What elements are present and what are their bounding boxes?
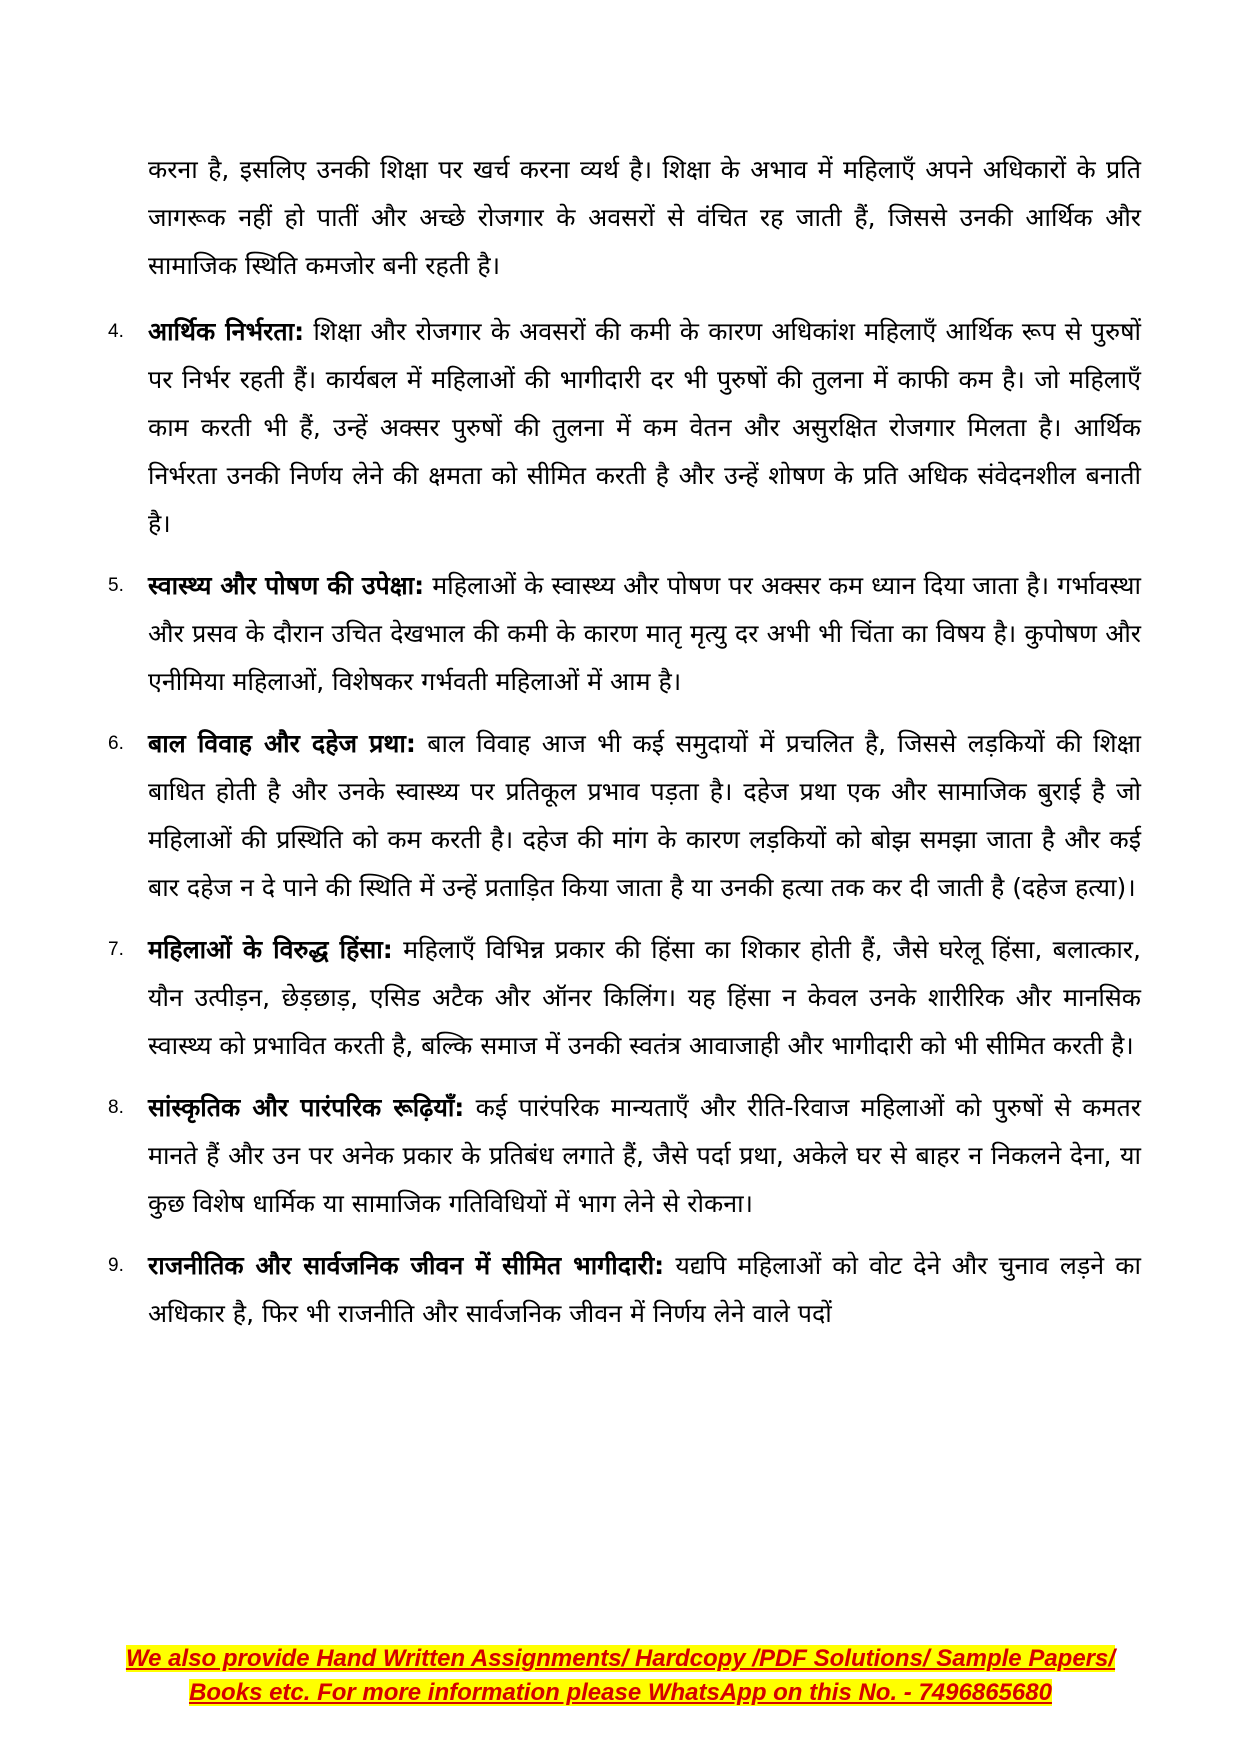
item-text: महिलाओं के स्वास्थ्य और पोषण पर अक्सर कम ध्यान दिया जाता है। गर्भावस्था और प्रसव के दौरान उचित देखभाल की कमी के कारण मातृ मृत्यु दर अभी भी चिंता का विषय है। कुपोषण और एनीमिया महिलाओं, विशेषकर गर्भवती महिलाओं में आम है।: [148, 571, 1141, 696]
item-text: कई पारंपरिक मान्यताएँ और रीति-रिवाज महिलाओं को पुरुषों से कमतर मानते हैं और उन पर अनेक प्रकार के प्रतिबंध लगाते हैं, जैसे पर्दा प्रथा, अकेले घर से बाहर न निकलने देना, या कुछ विशेष धार्मिक या सामाजिक गतिविधियों में भाग लेने से रोकना।: [148, 1093, 1141, 1218]
list-item: [108, 1242, 1141, 1338]
item-text: शिक्षा और रोजगार के अवसरों की कमी के कारण अधिकांश महिलाएँ आर्थिक रूप से पुरुषों पर निर्भर रहती हैं। कार्यबल में महिलाओं की भागीदारी दर भी पुरुषों की तुलना में काफी कम है। जो महिलाएँ काम करती भी हैं, उन्हें अक्सर पुरुषों की तुलना में कम वेतन और असुरक्षित रोजगार मिलता है। आर्थिक निर्भरता उनकी निर्णय लेने की क्षमता को सीमित करती है और उन्हें शोषण के प्रति अधिक संवेदनशील बनाती है।: [148, 317, 1141, 538]
item-text: महिलाएँ विभिन्न प्रकार की हिंसा का शिकार होती हैं, जैसे घरेलू हिंसा, बलात्कार, यौन उत्पीड़न, छेड़छाड़, एसिड अटैक और ऑनर किलिंग। यह हिंसा न केवल उनके शारीरिक और मानसिक स्वास्थ्य को प्रभावित करती है, बल्कि समाज में उनकी स्वतंत्र आवाजाही और भागीदारी को भी सीमित करती है।: [148, 935, 1141, 1060]
list-item: [108, 926, 1141, 1070]
list-item: [108, 1084, 1141, 1228]
item-number: 8.: [108, 1097, 124, 1118]
item-title: आर्थिक निर्भरता:: [148, 317, 305, 346]
list-item: [108, 562, 1141, 706]
footer-line-2: Books etc. For more information please WhatsApp on this No. - 7496865680: [189, 1679, 1052, 1706]
item-title: स्वास्थ्य और पोषण की उपेक्षा:: [148, 571, 425, 600]
footer-notice: [60, 1642, 1181, 1710]
item-number: 7.: [108, 939, 124, 960]
list-item: [108, 308, 1141, 548]
footer-line-1: We also provide Hand Written Assignments/ Hardcopy /PDF Solutions/ Sample Papers/: [125, 1645, 1116, 1672]
item-text: बाल विवाह आज भी कई समुदायों में प्रचलित है, जिससे लड़कियों की शिक्षा बाधित होती है और उनके स्वास्थ्य पर प्रतिकूल प्रभाव पड़ता है। दहेज प्रथा एक और सामाजिक बुराई है जो महिलाओं की प्रस्थिति को कम करती है। दहेज की मांग के कारण लड़कियों को बोझ समझा जाता है और कई बार दहेज न दे पाने की स्थिति में उन्हें प्रताड़ित किया जाता है या उनकी हत्या तक कर दी जाती है (दहेज हत्या)।: [148, 729, 1141, 902]
item-number: 5.: [108, 575, 124, 596]
item-number: 9.: [108, 1255, 124, 1276]
list-item: [108, 720, 1141, 912]
item-title: सांस्कृतिक और पारंपरिक रूढ़ियाँ:: [148, 1093, 465, 1122]
item-number: 6.: [108, 733, 124, 754]
numbered-list: [0, 308, 1241, 1352]
item-number: 4.: [108, 321, 124, 342]
item-title: महिलाओं के विरुद्ध हिंसा:: [148, 935, 393, 964]
item-text: यद्यपि महिलाओं को वोट देने और चुनाव लड़ने का अधिकार है, फिर भी राजनीति और सार्वजनिक जीवन में निर्णय लेने वाले पदों: [148, 1251, 1141, 1328]
intro-paragraph: करना है, इसलिए उनकी शिक्षा पर खर्च करना व्यर्थ है। शिक्षा के अभाव में महिलाएँ अपने अधिकारों के प्रति जागरूक नहीं हो पातीं और अच्छे रोजगार के अवसरों से वंचित रह जाती हैं, जिससे उनकी आर्थिक और सामाजिक स्थिति कमजोर बनी रहती है।: [148, 155, 1141, 280]
item-title: बाल विवाह और दहेज प्रथा:: [148, 729, 416, 758]
item-title: राजनीतिक और सार्वजनिक जीवन में सीमित भागीदारी:: [148, 1251, 665, 1280]
